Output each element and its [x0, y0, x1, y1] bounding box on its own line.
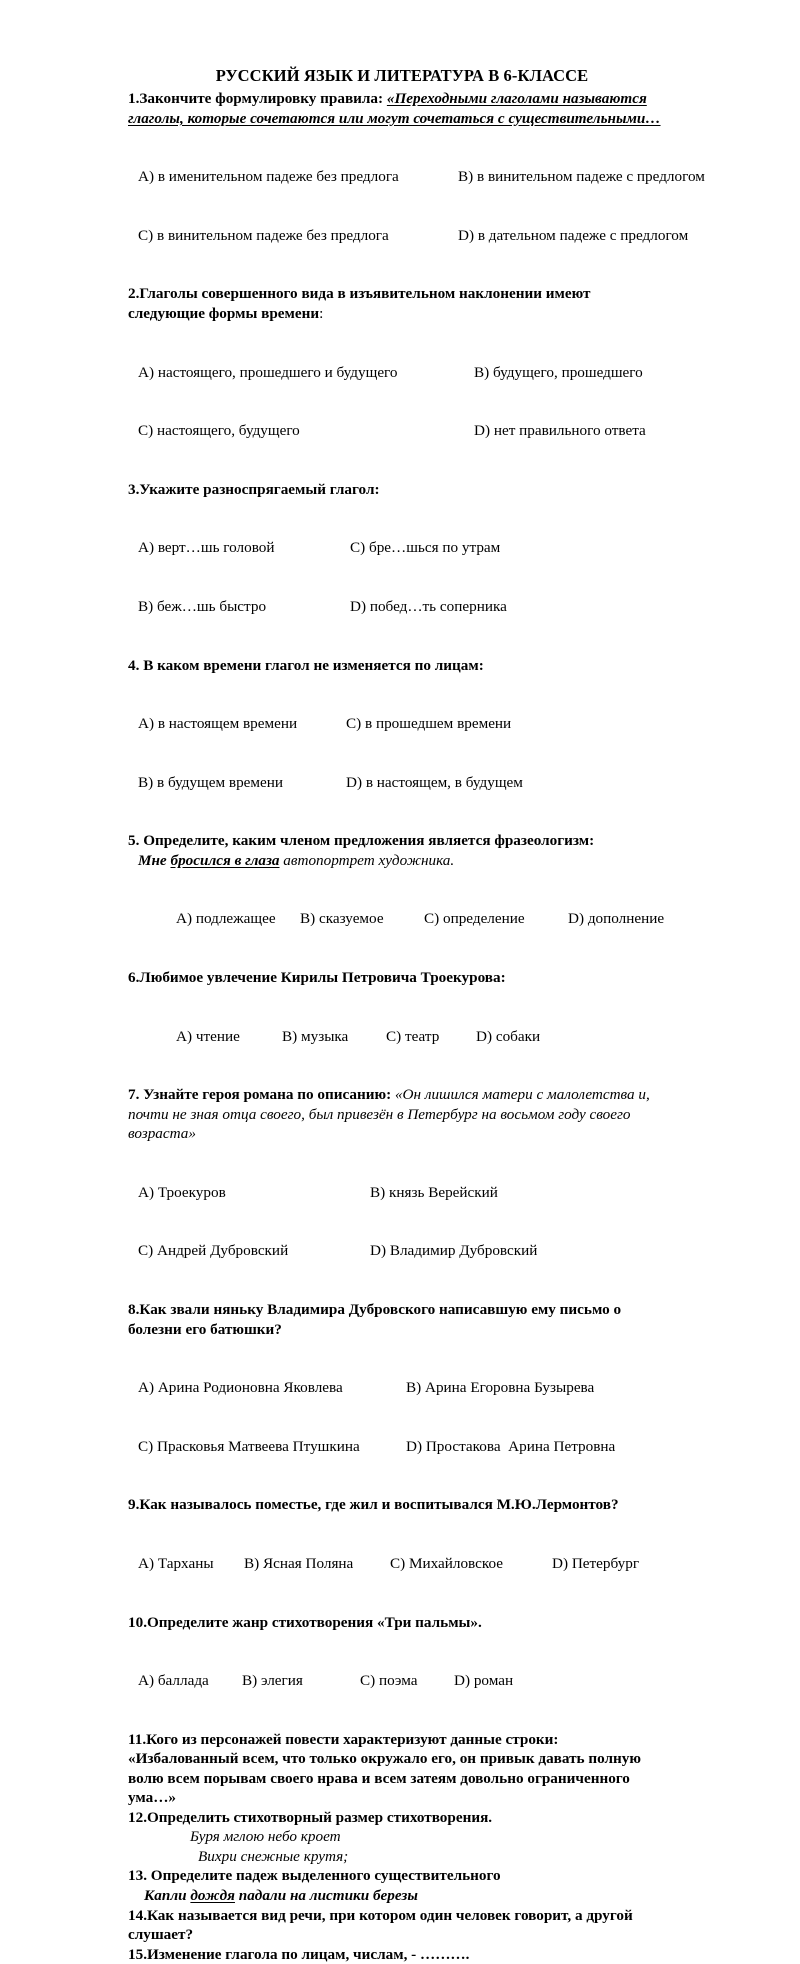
question-1-quote-line2: глаголы, которые сочетаются или могут сочетаться с существительными… — [128, 109, 661, 127]
question-5 — [128, 831, 728, 968]
question-4-options — [128, 675, 728, 831]
question-4-option-a[interactable]: A) в настоящем времени — [138, 715, 298, 733]
question-5-option-b[interactable]: B) сказуемое — [300, 910, 384, 928]
question-9-option-c[interactable]: C) Михайловское — [390, 1554, 504, 1572]
question-8-option-d[interactable]: D) Простакова Арина Петровна — [406, 1437, 616, 1455]
question-2-options — [128, 324, 728, 480]
question-1-options — [128, 128, 728, 284]
question-7-option-row-2 — [138, 1241, 728, 1261]
question-11 — [128, 1730, 728, 1808]
question-1-option-d[interactable]: D) в дательном падеже с предлогом — [458, 226, 689, 244]
question-6-option-a[interactable]: A) чтение — [176, 1027, 240, 1045]
question-6-option-row-1 — [176, 1027, 728, 1047]
question-14-stem-line1: 14.Как называется вид речи, при котором один человек говорит, а другой — [128, 1906, 633, 1924]
question-8-options — [128, 1339, 728, 1495]
question-11-stem-line1: 11.Кого из персонажей повести характеризуют данные строки: — [128, 1730, 559, 1748]
question-13-sentence-pre: Капли — [144, 1887, 191, 1904]
question-4-option-row-2 — [138, 773, 728, 793]
question-9-option-b[interactable]: B) Ясная Поляна — [244, 1554, 354, 1572]
question-5-options — [128, 870, 728, 968]
question-3-stem-line1: 3.Укажите разноспрягаемый глагол: — [128, 480, 380, 498]
question-5-option-d[interactable]: D) дополнение — [568, 910, 665, 928]
question-7-stem-plain: 7. Узнайте героя романа по описанию: — [128, 1086, 392, 1104]
question-4-option-c[interactable]: C) в прошедшем времени — [346, 715, 512, 733]
question-10-option-d[interactable]: D) роман — [454, 1672, 514, 1690]
question-13-sentence-post: падали на листики березы — [234, 1887, 418, 1904]
question-3-option-c[interactable]: C) бре…шься по утрам — [350, 539, 501, 557]
question-13-sentence-underlined: дождя — [190, 1887, 235, 1904]
question-11-stem-line4: ума…» — [128, 1789, 177, 1807]
question-15-stem-line1: 15.Изменение глагола по лицам, числам, - ………. — [128, 1945, 470, 1963]
question-8-option-row-2 — [138, 1437, 728, 1457]
question-5-sentence-underlined: бросился в глаза — [170, 851, 280, 869]
question-5-sentence-bold: Мне — [138, 851, 167, 869]
question-12-stem-line1: 12.Определить стихотворный размер стихотворения. — [128, 1808, 493, 1826]
question-9-stem-line1: 9.Как называлось поместье, где жил и воспитывался М.Ю.Лермонтов? — [128, 1496, 619, 1514]
question-2-option-b[interactable]: B) будущего, прошедшего — [474, 363, 643, 381]
question-2 — [128, 284, 728, 479]
question-14-stem-line2: слушает? — [128, 1926, 194, 1944]
question-7-option-d[interactable]: D) Владимир Дубровский — [370, 1242, 538, 1260]
question-10-options — [128, 1632, 728, 1730]
question-1-stem-plain: 1.Закончите формулировку правила: — [128, 90, 384, 108]
question-7-quote-line2: почти не зная отца своего, был привезён в Петербург на восьмом году своего — [128, 1105, 631, 1123]
question-3-option-d[interactable]: D) побед…ть соперника — [350, 597, 507, 615]
question-4-stem-line1: 4. В каком времени глагол не изменяется по лицам: — [128, 656, 484, 674]
question-1 — [128, 89, 728, 284]
question-1-quote-line1: «Переходными глаголами называются — [386, 90, 647, 108]
question-15 — [128, 1945, 728, 1964]
question-7-option-row-1 — [138, 1183, 728, 1203]
question-8-option-b[interactable]: B) Арина Егоровна Бузырева — [406, 1379, 595, 1397]
question-7-option-a[interactable]: A) Троекуров — [138, 1183, 226, 1201]
question-4-option-d[interactable]: D) в настоящем, в будущем — [346, 773, 523, 791]
question-7-quote-line1: «Он лишился матери с малолетства и, — [394, 1086, 650, 1104]
question-8-stem-line1: 8.Как звали няньку Владимира Дубровского написавшую ему письмо о — [128, 1301, 622, 1319]
question-3 — [128, 480, 728, 656]
question-13 — [128, 1866, 728, 1905]
question-5-option-row-1 — [176, 909, 728, 929]
question-7-stem — [128, 1085, 728, 1105]
question-11-stem-line2: «Избалованный всем, что только окружало его, он привык давать полную — [128, 1750, 641, 1768]
question-1-option-row-2 — [138, 226, 728, 246]
question-2-option-d[interactable]: D) нет правильного ответа — [474, 422, 646, 440]
question-2-option-a[interactable]: A) настоящего, прошедшего и будущего — [138, 363, 398, 381]
question-10-option-row-1 — [138, 1671, 728, 1691]
question-6-option-c[interactable]: C) театр — [386, 1027, 440, 1045]
question-2-option-c[interactable]: C) настоящего, будущего — [138, 422, 300, 440]
question-1-option-row-1 — [138, 167, 728, 187]
question-8 — [128, 1300, 728, 1495]
question-10-option-c[interactable]: C) поэма — [360, 1672, 418, 1690]
question-1-option-c[interactable]: C) в винительном падеже без предлога — [138, 226, 389, 244]
page-title: РУССКИЙ ЯЗЫК И ЛИТЕРАТУРА В 6-КЛАССЕ — [215, 66, 589, 85]
question-14 — [128, 1906, 728, 1945]
question-6-options — [128, 988, 728, 1086]
question-5-option-c[interactable]: C) определение — [424, 910, 525, 928]
question-10-stem-line1: 10.Определите жанр стихотворения «Три пальмы». — [128, 1613, 482, 1631]
question-3-option-row-2 — [138, 597, 728, 617]
question-3-options — [128, 499, 728, 655]
question-1-option-b[interactable]: B) в винительном падеже с предлогом — [458, 168, 705, 186]
question-9-option-row-1 — [138, 1554, 728, 1574]
question-1-option-a[interactable]: A) в именительном падеже без предлога — [138, 168, 399, 186]
question-2-stem-line2: следующие формы времени: — [128, 304, 324, 322]
question-2-stem-line1: 2.Глаголы совершенного вида в изъявительном наклонении имеют — [128, 285, 591, 303]
question-8-option-row-1 — [138, 1378, 728, 1398]
question-3-option-a[interactable]: A) верт…шь головой — [138, 539, 275, 557]
question-7-option-b[interactable]: B) князь Верейский — [370, 1183, 498, 1201]
question-5-sentence-italic: автопортрет художника. — [283, 851, 455, 869]
question-6-option-b[interactable]: B) музыка — [282, 1027, 349, 1045]
question-5-stem-line1: 5. Определите, каким членом предложения является фразеологизм: — [128, 832, 595, 850]
question-3-option-row-1 — [138, 538, 728, 558]
question-4-option-row-1 — [138, 714, 728, 734]
question-13-example-sentence — [128, 1886, 728, 1906]
question-1-stem — [128, 89, 728, 109]
question-10 — [128, 1613, 728, 1730]
question-5-example-sentence — [128, 851, 728, 871]
question-2-option-row-1 — [138, 363, 728, 383]
question-11-stem-line3: волю всем порывам своего нрава и всем затеям довольно ограниченного — [128, 1769, 630, 1787]
question-12-poem-line-2: Вихри снежные крутя; — [198, 1847, 349, 1865]
question-12-poem-line-1: Буря мглою небо кроет — [190, 1828, 341, 1846]
question-8-option-a[interactable]: A) Арина Родионовна Яковлева — [138, 1379, 343, 1397]
question-5-option-a[interactable]: A) подлежащее — [176, 910, 276, 928]
question-10-option-a[interactable]: A) баллада — [138, 1672, 209, 1690]
question-8-option-c[interactable]: C) Прасковья Матвеева Птушкина — [138, 1437, 360, 1455]
question-9 — [128, 1495, 728, 1612]
question-7-quote-line3: возраста» — [128, 1125, 196, 1143]
question-7 — [128, 1085, 728, 1300]
question-9-options — [128, 1515, 728, 1613]
question-10-option-b[interactable]: B) элегия — [242, 1672, 303, 1690]
question-3-option-b[interactable]: B) беж…шь быстро — [138, 597, 267, 615]
question-7-options — [128, 1144, 728, 1300]
question-6 — [128, 968, 728, 1085]
question-13-stem-line1: 13. Определите падеж выделенного существительного — [128, 1867, 501, 1885]
question-12 — [128, 1808, 728, 1867]
question-9-option-a[interactable]: A) Тарханы — [138, 1554, 214, 1572]
question-2-option-row-2 — [138, 421, 728, 441]
question-7-option-c[interactable]: C) Андрей Дубровский — [138, 1242, 289, 1260]
question-6-stem-line1: 6.Любимое увлечение Кирилы Петровича Троекурова: — [128, 969, 506, 987]
question-9-option-d[interactable]: D) Петербург — [552, 1554, 640, 1572]
question-4 — [128, 656, 728, 832]
question-8-stem-line2: болезни его батюшки? — [128, 1320, 282, 1338]
question-4-option-b[interactable]: B) в будущем времени — [138, 773, 284, 791]
question-6-option-d[interactable]: D) собаки — [476, 1027, 541, 1045]
